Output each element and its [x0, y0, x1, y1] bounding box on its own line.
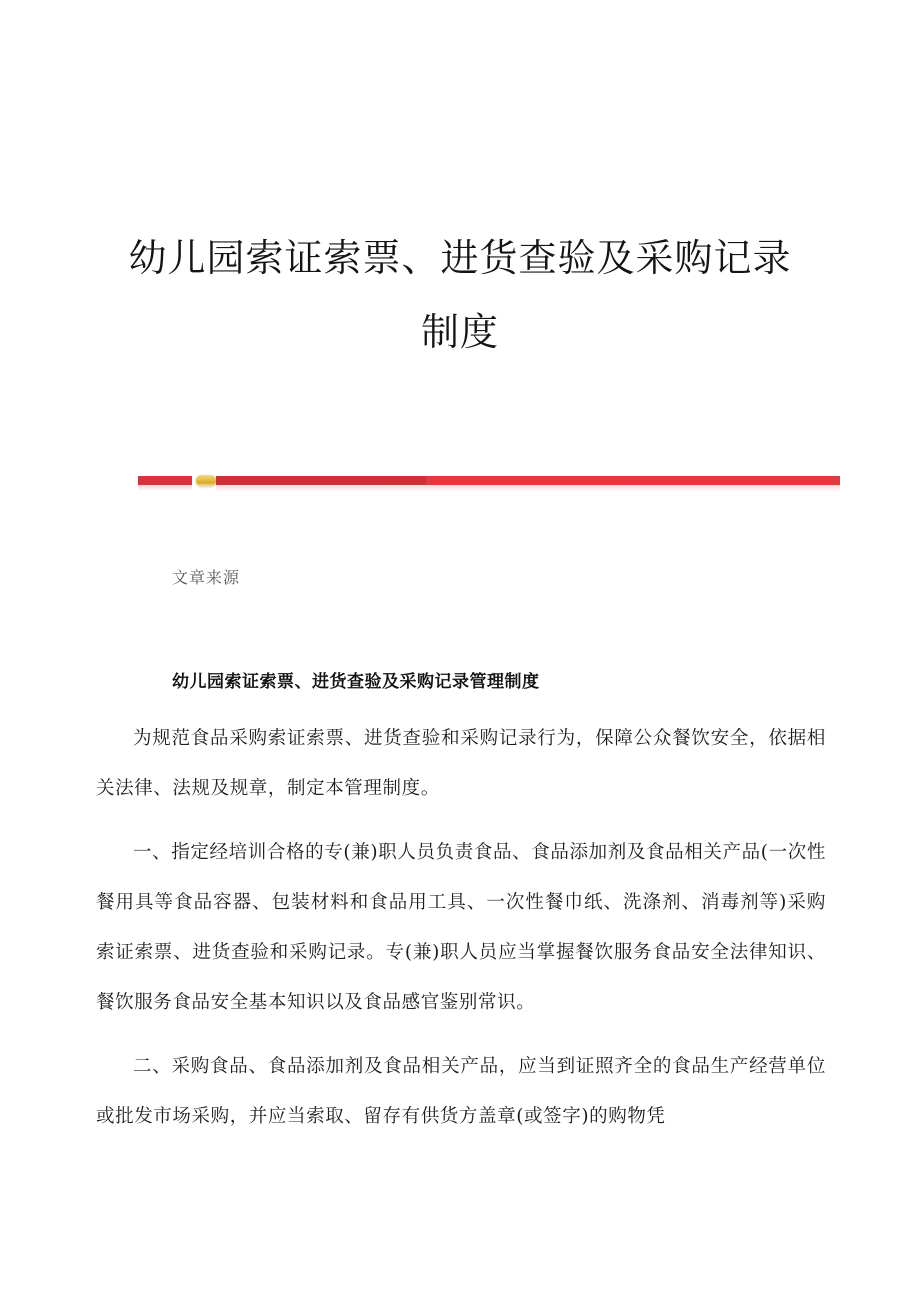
body-paragraph-2: 一、指定经培训合格的专(兼)职人员负责食品、食品添加剂及食品相关产品(一次性餐用具等食品容器、包装材料和食品用工具、一次性餐巾纸、洗涤剂、消毒剂等)采购索证索票、进货查验和采购记录。专(兼)职人员应当掌握餐饮服务食品安全法律知识、餐饮服务食品安全基本知识以及食品感官鉴别常识。	[96, 842, 826, 1013]
document-body	[96, 668, 826, 1142]
body-paragraph-3: 二、采购食品、食品添加剂及食品相关产品，应当到证照齐全的食品生产经营单位或批发市场采购，并应当索取、留存有供货方盖章(或签字)的购物凭	[96, 1056, 826, 1127]
section-heading: 幼儿园索证索票、进货查验及采购记录管理制度	[172, 672, 540, 692]
body-paragraph-1: 为规范食品采购索证索票、进货查验和采购记录行为，保障公众餐饮安全，依据相关法律、法规及规章，制定本管理制度。	[96, 728, 826, 799]
divider-accent-capsule-icon	[196, 475, 216, 486]
source-label: 文章来源	[172, 568, 241, 587]
decorative-divider	[138, 470, 840, 492]
divider-left-segment	[138, 476, 192, 485]
page-title	[110, 221, 810, 369]
page-title-line-1: 幼儿园索证索票、进货查验及采购记录	[128, 236, 792, 281]
page-title-line-2: 制度	[420, 310, 499, 355]
page-bottom-clip	[0, 1176, 920, 1302]
divider-main-bar	[216, 476, 840, 485]
